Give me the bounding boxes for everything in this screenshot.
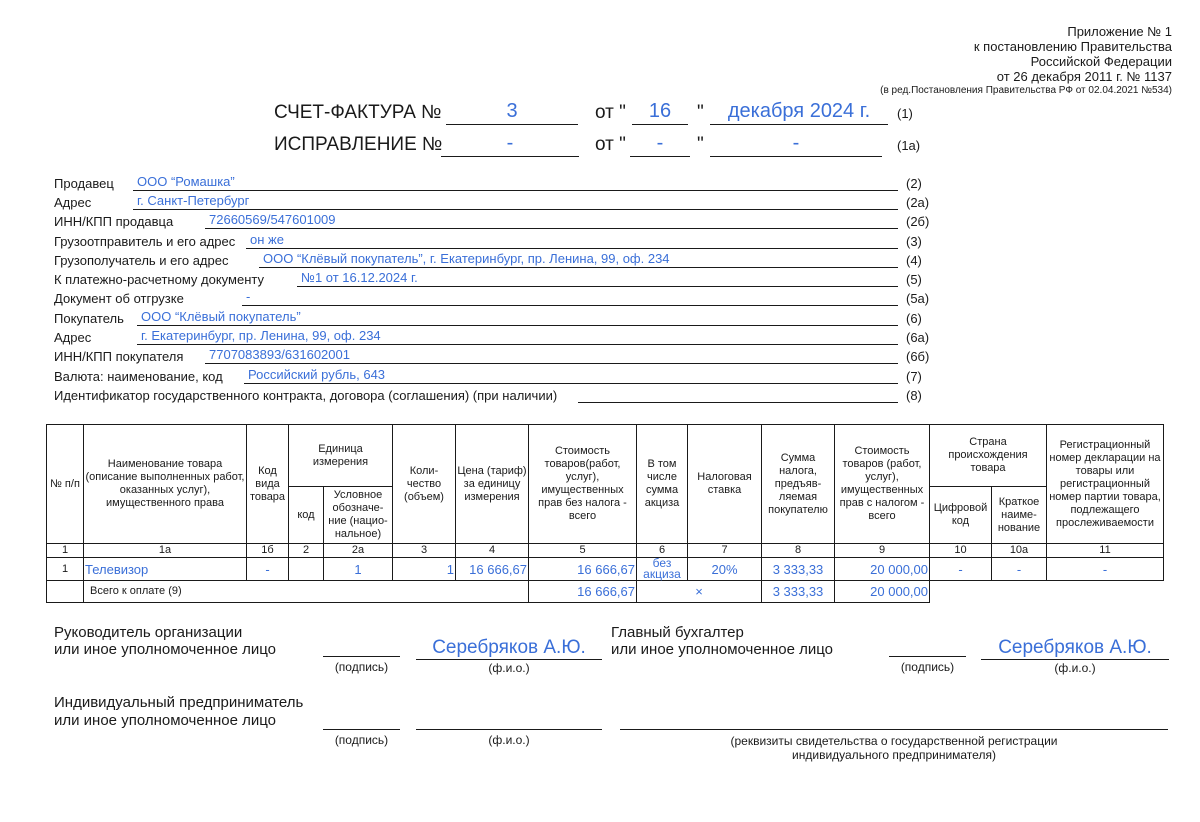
totals-spacer xyxy=(47,581,84,603)
column-number: 10а xyxy=(992,544,1047,558)
head-name-caption: (ф.и.о.) xyxy=(488,661,530,675)
entrepreneur-name-caption: (ф.и.о.) xyxy=(488,733,530,747)
correction-code: (1а) xyxy=(897,138,921,153)
field-code: (2а) xyxy=(906,195,930,210)
registration-line xyxy=(620,729,1168,730)
legal-reference-note xyxy=(880,24,1172,98)
field-label: К платежно-расчетному документу xyxy=(54,272,264,287)
correction-day: - xyxy=(630,131,690,157)
column-number: 7 xyxy=(688,544,762,558)
accountant-signature-caption: (подпись) xyxy=(900,660,955,674)
row-number: 1 xyxy=(47,558,84,581)
header-cell: код xyxy=(289,487,324,544)
invoice-title: СЧЕТ-ФАКТУРА № xyxy=(274,102,442,123)
field-value: г. Санкт-Петербург xyxy=(137,193,250,208)
totals-label: Всего к оплате (9) xyxy=(84,581,529,603)
unit-code xyxy=(289,558,324,581)
totals-row xyxy=(47,581,1164,603)
header-cell: Наименование товара (описание выполненных работ, оказанных услуг), имущественного права xyxy=(84,425,247,544)
column-number: 6 xyxy=(637,544,688,558)
column-number: 2а xyxy=(324,544,393,558)
invoice-quote: " xyxy=(697,102,704,123)
field-value: он же xyxy=(250,232,284,247)
totals-tax: 3 333,33 xyxy=(762,581,835,603)
field-value: №1 от 16.12.2024 г. xyxy=(301,270,418,285)
invoice-from-label: от " xyxy=(595,102,626,123)
column-number: 1б xyxy=(247,544,289,558)
invoice-code: (1) xyxy=(897,106,913,121)
field-label: ИНН/КПП продавца xyxy=(54,214,174,229)
table-header-row xyxy=(47,425,1164,487)
country-code: - xyxy=(930,558,992,581)
declaration-number: - xyxy=(1047,558,1164,581)
header-cell: Краткое наиме-нование xyxy=(992,487,1047,544)
accountant-name-caption: (ф.и.о.) xyxy=(1054,661,1096,675)
field-code: (5а) xyxy=(906,291,930,306)
item-total: 20 000,00 xyxy=(835,558,930,581)
unit-symbol: 1 xyxy=(324,558,393,581)
header-cell: Единица измерения xyxy=(289,425,393,487)
header-cell: Цифровой код xyxy=(930,487,992,544)
totals-empty xyxy=(930,581,1164,603)
header-cell: Стоимость товаров (работ, услуг), имущественных прав с налогом - всего xyxy=(835,425,930,544)
field-code: (3) xyxy=(906,234,922,249)
head-name-line xyxy=(416,659,602,660)
column-number: 2 xyxy=(289,544,324,558)
header-cell: В том числе сумма акциза xyxy=(637,425,688,544)
field-label: Идентификатор государственного контракта, договора (соглашения) (при наличии) xyxy=(54,388,558,403)
correction-title: ИСПРАВЛЕНИЕ № xyxy=(274,134,443,155)
header-cell: Страна происхождения товара xyxy=(930,425,1047,487)
entrepreneur-signature-caption: (подпись) xyxy=(334,733,389,747)
totals-cost: 16 666,67 xyxy=(529,581,637,603)
accountant-signature-line xyxy=(889,656,966,657)
entrepreneur-signature-line xyxy=(323,729,400,730)
header-cell: Коли-чество (объем) xyxy=(393,425,456,544)
accountant-subtitle: или иное уполномоченное лицо xyxy=(611,641,834,658)
field-value: Российский рубль, 643 xyxy=(248,367,386,382)
note-line: (в ред.Постановления Правительства РФ от 02.04.2021 №534) xyxy=(880,85,1172,96)
field-label: Грузополучатель и его адрес xyxy=(54,253,229,268)
field-code: (6) xyxy=(906,311,922,326)
field-code: (6б) xyxy=(906,349,930,364)
field-value: 72660569/547601009 xyxy=(209,212,336,227)
note-line: от 26 декабря 2011 г. № 1137 xyxy=(996,69,1172,84)
header-cell: Стоимость товаров(работ, услуг), имущественных прав без налога - всего xyxy=(529,425,637,544)
field-value: ООО “Клёвый покупатель” xyxy=(141,309,301,324)
entrepreneur-title: Индивидуальный предприниматель xyxy=(54,694,304,711)
item-price: 16 666,67 xyxy=(456,558,529,581)
field-label: Адрес xyxy=(54,195,92,210)
country-name: - xyxy=(992,558,1047,581)
item-excise: без акциза xyxy=(637,558,688,581)
field-code: (2) xyxy=(906,176,922,191)
column-number: 8 xyxy=(762,544,835,558)
field-code: (4) xyxy=(906,253,922,268)
column-number: 11 xyxy=(1047,544,1164,558)
header-cell: Регистрационный номер декларации на товары или регистрационный номер партии товара, подлежащего прослеживаемости xyxy=(1047,425,1164,544)
column-number: 1 xyxy=(47,544,84,558)
header-cell: № п/п xyxy=(47,425,84,544)
invoice-day: 16 xyxy=(632,99,688,125)
note-line: к постановлению Правительства xyxy=(973,39,1172,54)
field-label: Грузоотправитель и его адрес xyxy=(54,234,236,249)
header-cell: Сумма налога, предъяв-ляемая покупателю xyxy=(762,425,835,544)
head-signature-line xyxy=(323,656,400,657)
field-code: (7) xyxy=(906,369,922,384)
field-code: (6а) xyxy=(906,330,930,345)
item-tax-rate: 20% xyxy=(688,558,762,581)
invoice-month-year: декабря 2024 г. xyxy=(710,99,888,125)
column-number: 9 xyxy=(835,544,930,558)
field-code: (8) xyxy=(906,388,922,403)
item-tax-amount: 3 333,33 xyxy=(762,558,835,581)
item-name: Телевизор xyxy=(84,558,247,581)
field-label: Покупатель xyxy=(54,311,124,326)
field-code: (2б) xyxy=(906,214,930,229)
accountant-title: Главный бухгалтер xyxy=(611,624,744,641)
field-label: ИНН/КПП покупателя xyxy=(54,349,184,364)
registration-caption xyxy=(620,734,1168,762)
header-cell: Условное обозначе-ние (нацио-нальное) xyxy=(324,487,393,544)
head-full-name: Серебряков А.Ю. xyxy=(432,637,586,658)
registration-caption-line: индивидуального предпринимателя) xyxy=(792,748,996,762)
accountant-name-line xyxy=(981,659,1169,660)
field-value: ООО “Ромашка” xyxy=(137,174,235,189)
field-value: г. Екатеринбург, пр. Ленина, 99, оф. 234 xyxy=(141,328,381,343)
column-number-row xyxy=(47,544,1164,558)
header-cell: Налоговая ставка xyxy=(688,425,762,544)
head-signatory-title: Руководитель организации xyxy=(54,624,243,641)
item-quantity: 1 xyxy=(393,558,456,581)
item-kind-code: - xyxy=(247,558,289,581)
note-line: Российской Федерации xyxy=(1030,54,1172,69)
registration-caption-line: (реквизиты свидетельства о государственной регистрации xyxy=(730,734,1058,748)
table-row xyxy=(47,558,1164,581)
totals-excise: × xyxy=(637,581,762,603)
field-label: Продавец xyxy=(54,176,114,191)
field-label: Адрес xyxy=(54,330,92,345)
field-label: Валюта: наименование, код xyxy=(54,369,223,384)
header-cell: Код вида товара xyxy=(247,425,289,544)
invoice-table xyxy=(46,424,1164,603)
item-cost: 16 666,67 xyxy=(529,558,637,581)
column-number: 3 xyxy=(393,544,456,558)
invoice-number: 3 xyxy=(446,99,578,125)
field-value: - xyxy=(246,289,251,304)
field-code: (5) xyxy=(906,272,922,287)
note-line: Приложение № 1 xyxy=(1067,24,1172,39)
correction-quote: " xyxy=(697,134,704,155)
column-number: 5 xyxy=(529,544,637,558)
field-label: Документ об отгрузке xyxy=(54,291,184,306)
field-value: ООО “Клёвый покупатель”, г. Екатеринбург, пр. Ленина, 99, оф. 234 xyxy=(263,251,670,266)
head-signatory-subtitle: или иное уполномоченное лицо xyxy=(54,641,277,658)
field-value: 7707083893/631602001 xyxy=(209,347,350,362)
head-signature-caption: (подпись) xyxy=(334,660,389,674)
header-cell: Цена (тариф) за единицу измерения xyxy=(456,425,529,544)
entrepreneur-name-line xyxy=(416,729,602,730)
column-number: 1а xyxy=(84,544,247,558)
correction-from-label: от " xyxy=(595,134,626,155)
accountant-full-name: Серебряков А.Ю. xyxy=(998,637,1152,658)
entrepreneur-subtitle: или иное уполномоченное лицо xyxy=(54,712,277,729)
correction-number: - xyxy=(441,131,579,157)
totals-total: 20 000,00 xyxy=(835,581,930,603)
correction-month-year: - xyxy=(710,131,882,157)
column-number: 4 xyxy=(456,544,529,558)
column-number: 10 xyxy=(930,544,992,558)
